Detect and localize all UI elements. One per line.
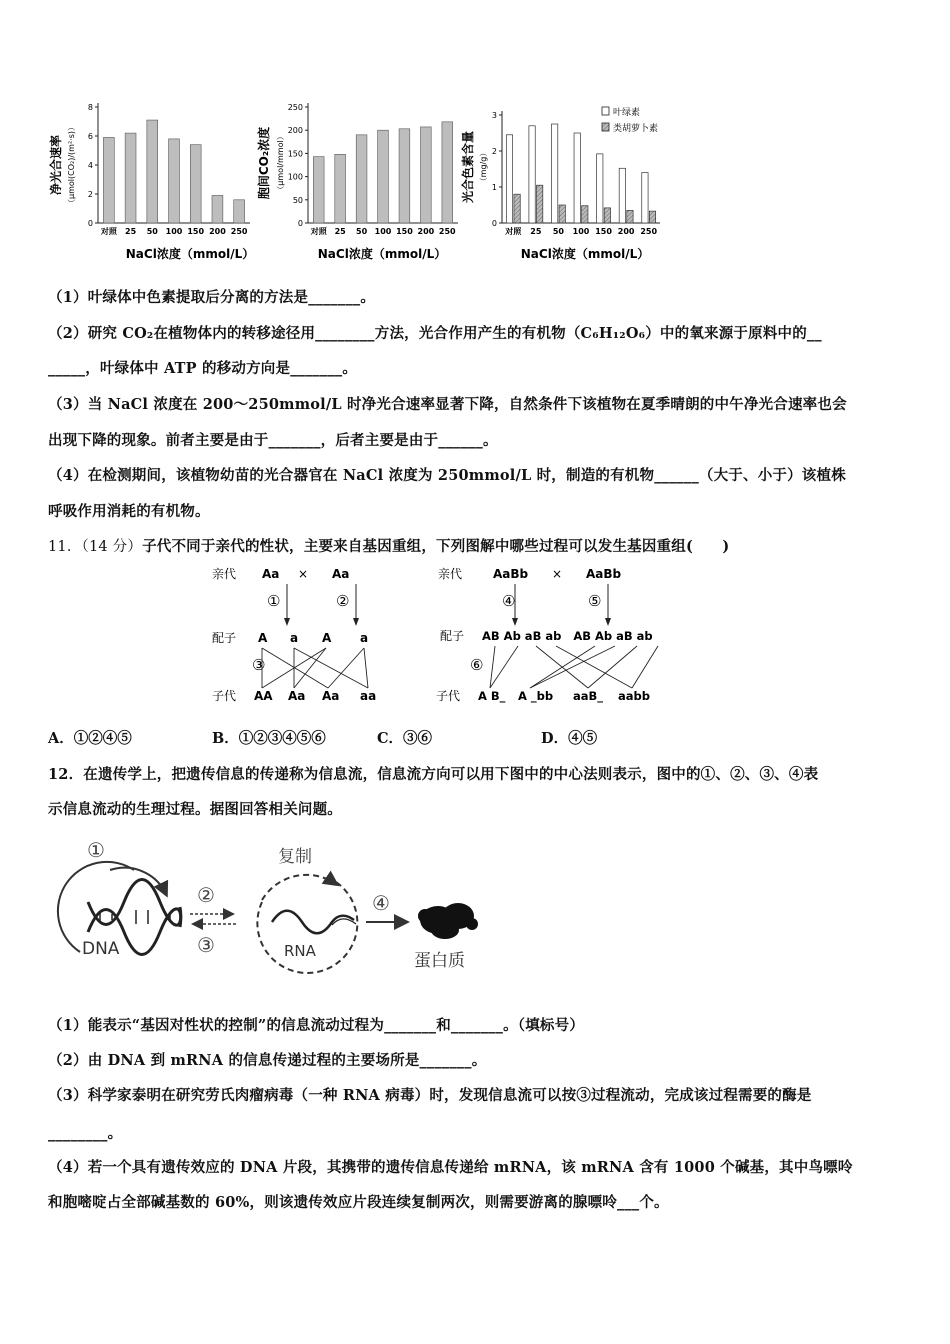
right-gametes: AB Ab aB ab AB Ab aB ab bbox=[482, 629, 653, 643]
central-dogma-diagram bbox=[40, 832, 500, 982]
q11-cross-diagram bbox=[200, 560, 680, 710]
c3-bar-carotenoid bbox=[536, 185, 542, 223]
q10-subq-3b: 出现下降的现象。前者主要是由于_______，后者主要是由于______。 bbox=[48, 432, 498, 449]
q12-stem-b: 示信息流动的生理过程。据图回答相关问题。 bbox=[48, 801, 342, 818]
c3-bar-chlorophyll bbox=[529, 126, 535, 223]
chart-pigment-content bbox=[460, 106, 660, 261]
q12-subq-4a: （4）若一个具有遗传效应的 DNA 片段，其携带的遗传信息传递给 mRNA，该 mRNA 含有 1000 个碱基，其中鸟嘌呤 bbox=[48, 1159, 853, 1176]
left-offspring-3: Aa bbox=[322, 689, 340, 703]
q12-subq-4b: 和胞嘧啶占全部碱基数的 60%，则该遗传效应片段连续复制两次，则需要游离的腺嘌呤___个。 bbox=[48, 1194, 669, 1211]
dogma-mark-4: ④ bbox=[372, 891, 390, 915]
c3-bar-chlorophyll bbox=[551, 124, 557, 223]
offspring-label-left: 子代 bbox=[212, 689, 237, 703]
c3-xtick-label: 150 bbox=[595, 227, 612, 236]
chart3-yunit: （mg/g） bbox=[479, 148, 488, 186]
c3-bar-chlorophyll bbox=[642, 173, 648, 223]
chart3-ylabel: 光合色素含量 bbox=[461, 130, 475, 204]
q11-stem bbox=[48, 535, 729, 556]
nacl-charts bbox=[40, 95, 680, 270]
parent-label-right: 亲代 bbox=[438, 567, 463, 581]
gamete-label-right: 配子 bbox=[440, 629, 465, 643]
gamete-label-left: 配子 bbox=[212, 631, 237, 645]
offspring-label-right: 子代 bbox=[436, 689, 461, 703]
mark-3: ③ bbox=[252, 656, 266, 674]
c1-xtick-label: 25 bbox=[125, 227, 137, 236]
q12-subq-3b: ________。 bbox=[48, 1125, 123, 1142]
c1-xtick-label: 对照 bbox=[100, 227, 117, 236]
c2-ytick-label: 250 bbox=[287, 103, 303, 112]
q10-subq-2b: _____，叶绿体中 ATP 的移动方向是_______。 bbox=[48, 360, 358, 377]
c3-ytick-label: 2 bbox=[491, 147, 497, 156]
c3-ytick-label: 0 bbox=[491, 219, 497, 228]
q11-option-a[interactable]: A．①②④⑤ bbox=[48, 730, 132, 747]
left-offspring-1: AA bbox=[254, 689, 273, 703]
c3-xtick-label: 25 bbox=[530, 227, 542, 236]
left-offspring-2: Aa bbox=[288, 689, 306, 703]
c2-ytick-label: 50 bbox=[292, 195, 303, 205]
c1-bar bbox=[125, 133, 136, 223]
left-offspring-4: aa bbox=[360, 689, 377, 703]
left-gamete-3: A bbox=[322, 631, 332, 645]
c1-xtick-label: 200 bbox=[209, 227, 226, 236]
chart2-ylabel: 胞间CO₂浓度 bbox=[257, 126, 271, 200]
right-parent-2: AaBb bbox=[586, 567, 622, 581]
q10-subq-2a: （2）研究 CO₂在植物体内的转移途径用________方法，光合作用产生的有机物（C₆H₁₂O₆）中的氧来源于原料中的__ bbox=[48, 325, 822, 342]
mark-6: ⑥ bbox=[470, 656, 484, 674]
c2-bar bbox=[442, 122, 453, 223]
c1-ytick-label: 6 bbox=[87, 132, 93, 141]
c2-bar bbox=[313, 157, 324, 223]
c3-ytick-label: 1 bbox=[491, 183, 497, 192]
c2-bar bbox=[378, 130, 389, 223]
dogma-rna-label: RNA bbox=[284, 942, 316, 960]
c2-ytick-label: 100 bbox=[287, 172, 303, 182]
q10-subq-1: （1）叶绿体中色素提取后分离的方法是_______。 bbox=[48, 289, 376, 306]
rna-strand-icon bbox=[272, 911, 356, 934]
dogma-mark-1: ① bbox=[87, 838, 105, 862]
c2-bar bbox=[421, 127, 432, 223]
mark-1: ① bbox=[267, 592, 281, 610]
c1-ytick-label: 8 bbox=[87, 103, 93, 112]
mark-5: ⑤ bbox=[588, 592, 602, 610]
c2-xtick-label: 200 bbox=[417, 227, 435, 236]
q10-subq-3a: （3）当 NaCl 浓度在 200～250mmol/L 时净光合速率显著下降，自然条件下该植物在夏季晴朗的中午净光合速率也会 bbox=[48, 396, 847, 413]
c2-xtick-label: 50 bbox=[356, 227, 368, 236]
c3-xtick-label: 100 bbox=[572, 227, 590, 236]
c2-bar bbox=[356, 135, 367, 223]
c3-xtick-label: 对照 bbox=[505, 227, 522, 236]
c2-ytick-label: 0 bbox=[297, 219, 303, 228]
c2-xtick-label: 250 bbox=[438, 227, 456, 236]
c3-bar-carotenoid bbox=[649, 211, 655, 223]
q12-subq-1: （1）能表示“基因对性状的控制”的信息流动过程为_______和_______。（填标号） bbox=[48, 1017, 585, 1034]
c3-bar-chlorophyll bbox=[597, 154, 603, 223]
c3-bar-chlorophyll bbox=[619, 168, 625, 223]
right-offspring-3: aaB_ bbox=[573, 689, 604, 703]
c1-xtick-label: 50 bbox=[146, 227, 158, 236]
chart-intercellular-co2 bbox=[256, 103, 458, 261]
c2-ytick-label: 150 bbox=[287, 149, 303, 159]
c3-ytick-label: 3 bbox=[491, 111, 497, 120]
protein-icon bbox=[418, 903, 478, 939]
left-parent-1: Aa bbox=[262, 567, 280, 581]
right-offspring-4: aabb bbox=[618, 689, 650, 703]
c3-xtick-label: 50 bbox=[552, 227, 564, 236]
c3-bar-chlorophyll bbox=[574, 133, 580, 223]
c1-ytick-label: 0 bbox=[87, 219, 93, 228]
c3-bar-chlorophyll bbox=[506, 135, 512, 223]
left-parent-2: Aa bbox=[332, 567, 350, 581]
legend-chlorophyll: 叶绿素 bbox=[613, 108, 641, 118]
right-offspring-2: A _bb bbox=[518, 689, 554, 703]
q11-option-d[interactable]: D．④⑤ bbox=[541, 730, 598, 747]
q12-subq-2: （2）由 DNA 到 mRNA 的信息传递过程的主要场所是_______。 bbox=[48, 1052, 487, 1069]
q10-subq-4b: 呼吸作用消耗的有机物。 bbox=[48, 503, 210, 520]
c2-xtick-label: 150 bbox=[396, 227, 413, 236]
chart1-yunit: （μmol(CO₂)/(m²·s)） bbox=[67, 123, 76, 207]
q12-subq-3a: （3）科学家泰明在研究劳氏肉瘤病毒（一种 RNA 病毒）时，发现信息流可以按③过程流动，完成该过程需要的酶是 bbox=[48, 1087, 812, 1104]
dogma-replication-label: 复制 bbox=[278, 847, 312, 867]
c2-xtick-label: 100 bbox=[374, 227, 392, 236]
left-gamete-2: a bbox=[290, 631, 299, 645]
q12-stem-a: 12．在遗传学上，把遗传信息的传递称为信息流，信息流方向可以用下图中的中心法则表示，图中的①、②、③、④表 bbox=[48, 766, 819, 783]
c3-bar-carotenoid bbox=[627, 210, 633, 223]
c1-xtick-label: 250 bbox=[230, 227, 248, 236]
c1-ytick-label: 4 bbox=[87, 161, 93, 170]
parent-label-left: 亲代 bbox=[212, 567, 237, 581]
left-cross-sign: × bbox=[298, 567, 309, 581]
c2-bar bbox=[335, 154, 346, 223]
c1-bar bbox=[147, 120, 158, 223]
legend-chlorophyll-swatch bbox=[602, 107, 609, 115]
c2-bar bbox=[399, 129, 410, 223]
mark-4: ④ bbox=[502, 592, 516, 610]
left-gamete-4: a bbox=[360, 631, 369, 645]
legend-carotenoid: 类胡萝卜素 bbox=[613, 124, 659, 134]
q10-subq-4a: （4）在检测期间，该植物幼苗的光合器官在 NaCl 浓度为 250mmol/L 时，制造的有机物______（大于、小于）该植株 bbox=[48, 467, 846, 484]
c1-bar bbox=[169, 139, 180, 223]
legend-carotenoid-swatch bbox=[602, 123, 609, 131]
c2-xtick-label: 对照 bbox=[310, 227, 327, 236]
dogma-mark-2: ② bbox=[197, 883, 215, 907]
chart2-xlabel: NaCl浓度（mmol/L） bbox=[317, 247, 447, 261]
chart1-ylabel: 净光合速率 bbox=[49, 134, 63, 196]
c1-xtick-label: 100 bbox=[165, 227, 183, 236]
left-gamete-1: A bbox=[258, 631, 268, 645]
c1-bar bbox=[212, 195, 223, 223]
c3-bar-carotenoid bbox=[559, 205, 565, 223]
c1-bar bbox=[234, 200, 245, 223]
chart1-xlabel: NaCl浓度（mmol/L） bbox=[125, 247, 255, 261]
q11-number: 11．（14 分） bbox=[48, 539, 143, 555]
c1-xtick-label: 150 bbox=[187, 227, 205, 236]
c1-bar bbox=[103, 137, 114, 223]
dogma-mark-3: ③ bbox=[197, 933, 215, 957]
c3-bar-carotenoid bbox=[514, 194, 520, 223]
chart3-xlabel: NaCl浓度（mmol/L） bbox=[520, 247, 650, 261]
right-cross-sign: × bbox=[552, 567, 563, 581]
dogma-protein-label: 蛋白质 bbox=[414, 951, 465, 971]
right-offspring-1: A B_ bbox=[478, 689, 506, 703]
c1-bar bbox=[190, 145, 201, 223]
dogma-dna-label: DNA bbox=[82, 939, 120, 959]
q11-question: 子代不同于亲代的性状，主要来自基因重组，下列图解中哪些过程可以发生基因重组( ) bbox=[142, 538, 730, 555]
c3-xtick-label: 250 bbox=[640, 227, 658, 236]
c2-ytick-label: 200 bbox=[287, 126, 303, 136]
right-parent-1: AaBb bbox=[493, 567, 529, 581]
q11-option-c[interactable]: C．③⑥ bbox=[377, 730, 433, 747]
mark-2: ② bbox=[336, 592, 350, 610]
c3-xtick-label: 200 bbox=[617, 227, 635, 236]
chart-net-photosynthesis bbox=[48, 103, 254, 261]
chart2-yunit: （μmol/mmol） bbox=[276, 132, 285, 194]
q11-option-b[interactable]: B．①②③④⑤⑥ bbox=[212, 730, 326, 747]
c3-bar-carotenoid bbox=[582, 206, 588, 223]
c1-ytick-label: 2 bbox=[87, 190, 93, 199]
c3-bar-carotenoid bbox=[604, 208, 610, 223]
c2-xtick-label: 25 bbox=[334, 227, 346, 236]
